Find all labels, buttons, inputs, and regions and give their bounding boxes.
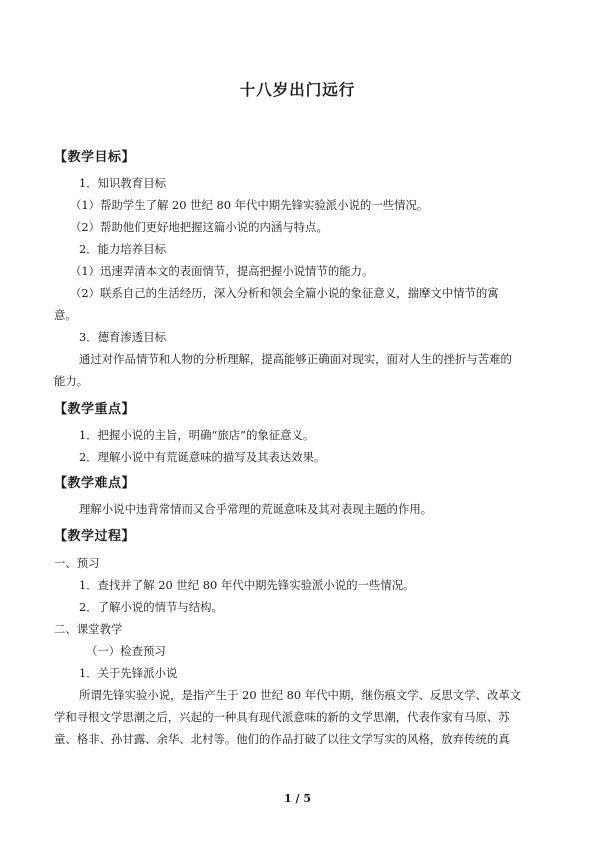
page-number: 1 / 5 — [284, 792, 311, 805]
page-title: 十八岁出门远行 — [239, 80, 356, 99]
section-heading-process: 【教学过程】 — [54, 529, 136, 544]
difficulty-line: 理解小说中违背常情而又合乎常理的荒诞意味及其对表现主题的作用。 — [79, 502, 433, 516]
section-heading-difficulties: 【教学难点】 — [54, 476, 136, 491]
goal-line: 3．德育渗透目标 — [79, 330, 166, 344]
process-line: （一）检查预习 — [86, 644, 166, 658]
goal-line: （1）迅速弄清本文的表面情节，提高把握小说情节的能力。 — [70, 264, 374, 278]
key-point-line: 2．理解小说中有荒诞意味的描写及其表达效果。 — [79, 450, 326, 464]
process-line: 1．关于先锋派小说 — [79, 666, 178, 680]
process-line: 童、格非、孙甘露、余华、北村等。他们的作品打破了以往文学写实的风格，放弃传统的真 — [54, 732, 510, 746]
process-line: 学和寻根文学思潮之后，兴起的一种具有现代派意味的新的文学思潮，代表作家有马原、苏 — [54, 710, 510, 724]
process-line: 所谓先锋实验小说，是指产生于 20 世纪 80 年代中期，继伤痕文学、反思文学、改革文 — [79, 688, 522, 702]
goal-line: 1．知识教育目标 — [79, 176, 166, 190]
goal-line: （1）帮助学生了解 20 世纪 80 年代中期先锋实验派小说的一些情况。 — [70, 198, 429, 212]
goal-line: 通过对作品情节和人物的分析理解，提高能够正确面对现实，面对人生的挫折与苦难的 — [79, 352, 512, 366]
goal-line: 能力。 — [54, 374, 89, 388]
process-line: 二、课堂教学 — [54, 622, 123, 636]
goal-line: （2）帮助他们更好地把握这篇小说的内涵与特点。 — [70, 220, 328, 234]
goal-line: 2．能力培养目标 — [79, 242, 166, 256]
goal-line: （2）联系自己的生活经历，深入分析和领会全篇小说的象征意义，揣摩文中情节的寓 — [70, 286, 499, 300]
section-heading-key-points: 【教学重点】 — [54, 402, 136, 417]
goal-line: 意。 — [54, 308, 77, 322]
process-line: 2．了解小说的情节与结构。 — [79, 600, 223, 614]
key-point-line: 1．把握小说的主旨，明确“旅店”的象征意义。 — [79, 428, 315, 442]
process-line: 1．查找并了解 20 世纪 80 年代中期先锋实验派小说的一些情况。 — [79, 578, 415, 592]
process-line: 一、预习 — [54, 556, 100, 570]
section-heading-goals: 【教学目标】 — [54, 150, 136, 165]
